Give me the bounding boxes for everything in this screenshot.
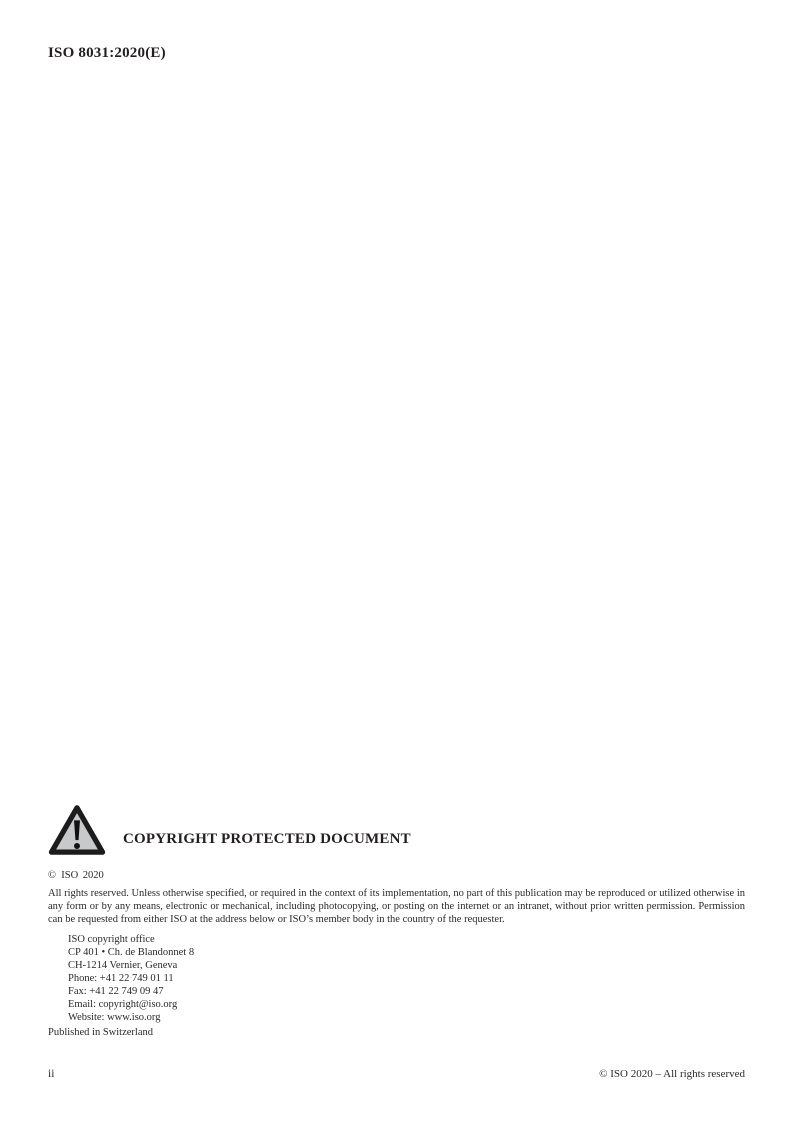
address-line-phone: Phone: +41 22 749 01 11 — [68, 972, 174, 984]
published-in-line: Published in Switzerland — [48, 1026, 153, 1038]
address-line-email: Email: copyright@iso.org — [68, 998, 178, 1010]
page-number: ii — [48, 1068, 55, 1080]
copyright-year-line: © ISO 2020 — [48, 870, 104, 881]
copyright-body-text: All rights reserved. Unless otherwise specified, or required in the context of its implementation, no part of this publication may be reproduced or utilized otherwise in any form or by any means, electronic or mechanical, including photocopying, or posting on the internet or an intranet, without prior written permission. Permission can be requested from either ISO at the address below or ISO’s member body in the country of the requester. — [48, 888, 745, 926]
iso-address-block — [68, 933, 745, 1024]
copyright-protected-title: COPYRIGHT PROTECTED DOCUMENT — [123, 830, 411, 847]
page-footer — [48, 1068, 745, 1080]
address-line-office: ISO copyright office — [68, 933, 155, 945]
address-line-website: Website: www.iso.org — [68, 1011, 161, 1023]
address-line-fax: Fax: +41 22 749 09 47 — [68, 985, 164, 997]
copyright-title-row — [48, 804, 745, 856]
address-line-street: CP 401 • Ch. de Blandonnet 8 — [68, 946, 195, 958]
warning-triangle-icon — [48, 804, 106, 856]
document-reference: ISO 8031:2020(E) — [48, 45, 166, 61]
copyright-section — [48, 804, 745, 1039]
footer-copyright-notice: © ISO 2020 – All rights reserved — [599, 1068, 745, 1080]
address-line-city: CH-1214 Vernier, Geneva — [68, 959, 178, 971]
